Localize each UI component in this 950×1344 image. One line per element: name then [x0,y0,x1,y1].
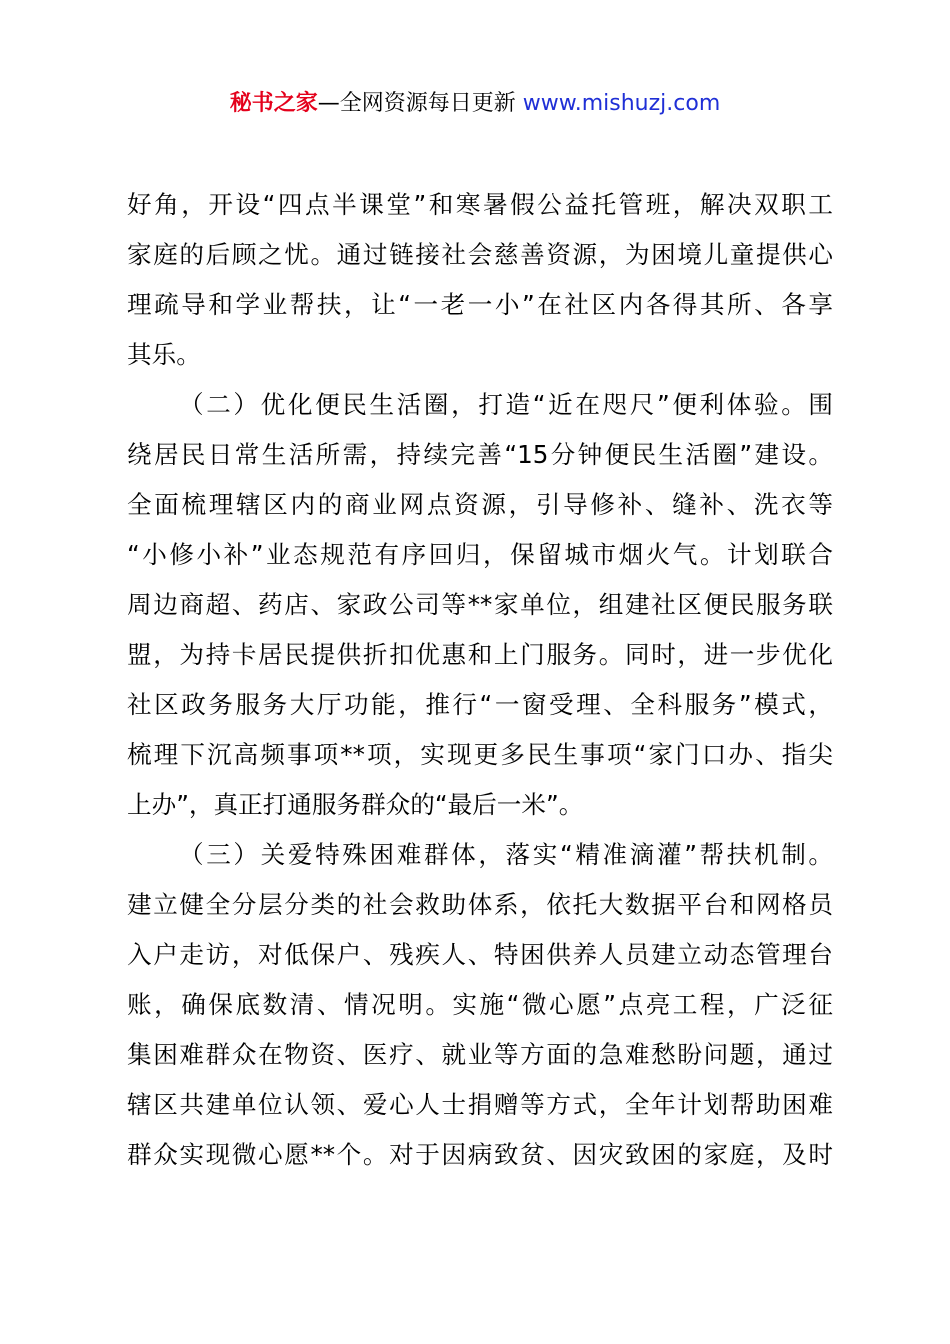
text-line: 集困难群众在物资、医疗、就业等方面的急难愁盼问题，通过 [127,1040,833,1069]
page-header [0,86,950,122]
section-heading-line: （三）关爱特殊困难群体，落实“精准滴灌”帮扶机制。 [179,840,833,869]
text-line: 绕居民日常生活所需，持续完善“15分钟便民生活圈”建设。 [127,440,833,469]
text-line: 社区政务服务大厅功能，推行“一窗受理、全科服务”模式， [127,690,833,719]
text-line: 其乐。 [127,340,201,369]
text-line: 入户走访，对低保户、残疾人、特困供养人员建立动态管理台 [127,940,833,969]
text-line: 账，确保底数清、情况明。实施“微心愿”点亮工程，广泛征 [127,990,833,1019]
site-url: www.mishuzj.com [522,91,721,116]
text-line: 周边商超、药店、家政公司等**家单位，组建社区便民服务联 [127,590,833,619]
header-tagline: —全网资源每日更新 [317,91,523,116]
brand-name: 秘书之家 [229,91,318,116]
section-heading-line: （二）优化便民生活圈，打造“近在咫尺”便利体验。围 [179,390,833,419]
text-line: 家庭的后顾之忧。通过链接社会慈善资源，为困境儿童提供心 [127,240,833,269]
text-line: 辖区共建单位认领、爱心人士捐赠等方式，全年计划帮助困难 [127,1090,833,1119]
text-line: 好角，开设“四点半课堂”和寒暑假公益托管班，解决双职工 [127,190,833,219]
text-line: “小修小补”业态规范有序回归，保留城市烟火气。计划联合 [127,540,833,569]
text-line: 群众实现微心愿**个。对于因病致贫、因灾致困的家庭，及时 [127,1140,833,1169]
text-line: 理疏导和学业帮扶，让“一老一小”在社区内各得其所、各享 [127,290,833,319]
text-line: 上办”，真正打通服务群众的“最后一米”。 [127,790,584,819]
text-line: 梳理下沉高频事项**项，实现更多民生事项“家门口办、指尖 [127,740,833,769]
text-line: 建立健全分层分类的社会救助体系，依托大数据平台和网格员 [127,890,833,919]
body-text [127,180,833,1180]
text-line: 盟，为持卡居民提供折扣优惠和上门服务。同时，进一步优化 [127,640,833,669]
text-line: 全面梳理辖区内的商业网点资源，引导修补、缝补、洗衣等 [127,490,833,519]
